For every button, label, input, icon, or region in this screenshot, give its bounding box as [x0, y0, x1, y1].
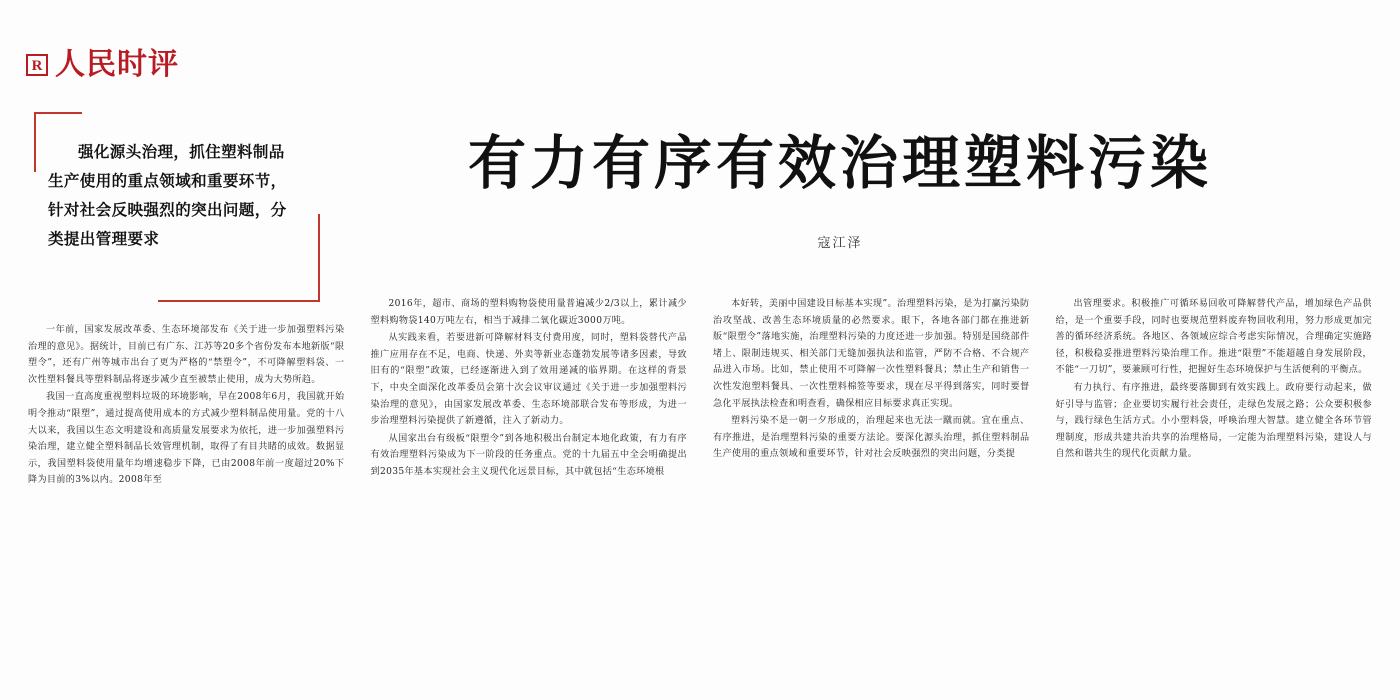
- masthead-title: 人民时评: [55, 47, 179, 82]
- paragraph: 有力执行、有序推进，最终要落脚到有效实践上。政府要行动起来，做好引导与监管；企业要切实履行社会责任，走绿色发展之路；公众要积极参与，践行绿色生活方式。小小塑料袋，呼唤治理大智慧。建立健全各环节管理制度，形成共建共治共享的治理格局，一定能为治理塑料污染，建设人与自然和谐共生的现代化贡献力量。: [1055, 382, 1372, 460]
- page-title: 有力有序有效治理塑料污染: [467, 129, 1212, 197]
- paragraph: 从实践来看，若要进新可降解材料支付费用度，同时，塑料袋替代产品推广应用存在不足，电商、快递、外卖等新业态蓬勃发展等诸多因素，导致旧有的“限塑”政策，已经逐渐进入到了效用递减的临界期。在这样的背景下，中央全面深化改革委员会第十次会议审议通过《关于进一步加强塑料污染治理的意见》，由国家发展改革委、生态环境部联合发布等形成，为进一步治理塑料污染提供了新遵循，注入了新动力。: [370, 333, 687, 427]
- article-column-1: [28, 296, 345, 688]
- article-column-2: [371, 296, 688, 688]
- paragraph: 出管理要求。积极推广可循环易回收可降解替代产品，增加绿色产品供给，是一个重要手段，同时也要规范塑料废弃物回收利用，努力形成更加完善的循环经济系统。各地区、各领域应综合考虑实际情况，合理确定实施路径，积极稳妥推进塑料污染治理工作。推进“限塑”不能超越自身发展阶段，不能“一刀切”，要兼顾可行性，把握好生态环境保护与生活便利的平衡点。: [1055, 299, 1372, 376]
- paragraph: 从国家出台有级板“限塑令”到各地积极出台制定本地化政策，有力有序有效治理塑料污染成为下一阶段的任务重点。党的十九届五中全会明确提出到2035年基本实现社会主义现代化远景目标，其中就包括“生态环境根: [370, 433, 687, 477]
- byline: 寇江泽: [817, 236, 863, 251]
- masthead: [26, 47, 179, 82]
- paragraph: 2016年，超市、商场的塑料购物袋使用量普遍减少2/3以上，累计减少塑料购物袋140万吨左右，相当于减排二氧化碳近3000万吨。: [370, 299, 687, 326]
- people-daily-logo-icon: R: [26, 54, 48, 76]
- paragraph: 我国一直高度重视塑料垃圾的环境影响，早在2008年6月，我国就开始明令推动“限塑”，通过提高使用成本的方式减少塑料制品使用量。党的十八大以来，我国以生态文明建设和高质量发展要求为依托，进一步加强塑料污染治理，建立健全塑料制品长效管理机制，取得了有目共睹的成效。数据显示，我国塑料袋使用量年均增速稳步下降，已由2008年前一度超过20%下降为目前的3%以内。2008年至: [28, 392, 345, 486]
- lead-abstract-text: 强化源头治理，抓住塑料制品生产使用的重点领域和重要环节，针对社会反映强烈的突出问题，分类提出管理要求: [48, 143, 287, 248]
- lead-abstract: [30, 112, 320, 302]
- paragraph: 塑料污染不是一朝一夕形成的，治理起来也无法一蹴而就。宜在重点、有序推进，是治理塑料污染的重要方法论。要深化源头治理，抓住塑料制品生产使用的重点领域和重要环节，针对社会反映强烈的突出问题，分类提: [713, 416, 1030, 460]
- article-body: [28, 296, 1372, 688]
- article-column-4: [1056, 296, 1373, 688]
- paragraph: 本好转，美丽中国建设目标基本实现”。治理塑料污染，是为打赢污染防治攻坚战、改善生态环境质量的必然要求。眼下，各地各部门都在推进新版“限塑令”落地实施，治理塑料污染的力度还进一步加强。特别是国绕部件堵上、限制违规买、相关部门无缝加强执法和监管，严防不合格、不合规产品进入市场。比如，禁止使用不可降解一次性塑料餐具；禁止生产和销售一次性发泡塑料餐具、一次性塑料棉签等要求，现在尽平得到落实，同时要督急化平展执法检查和明查看，确保相应目标要求真正实现。: [713, 299, 1030, 409]
- article-column-3: [713, 296, 1030, 688]
- paragraph: 一年前，国家发展改革委、生态环境部发布《关于进一步加强塑料污染治理的意见》。据统计，目前已有广东、江苏等20多个省份发布本地新版“限塑令”，还有广州等城市出台了更为严格的“禁塑令”，不可降解塑料袋、一次性塑料餐具等塑料制品将逐步减少直至被禁止使用，成为大势所趋。: [28, 325, 345, 385]
